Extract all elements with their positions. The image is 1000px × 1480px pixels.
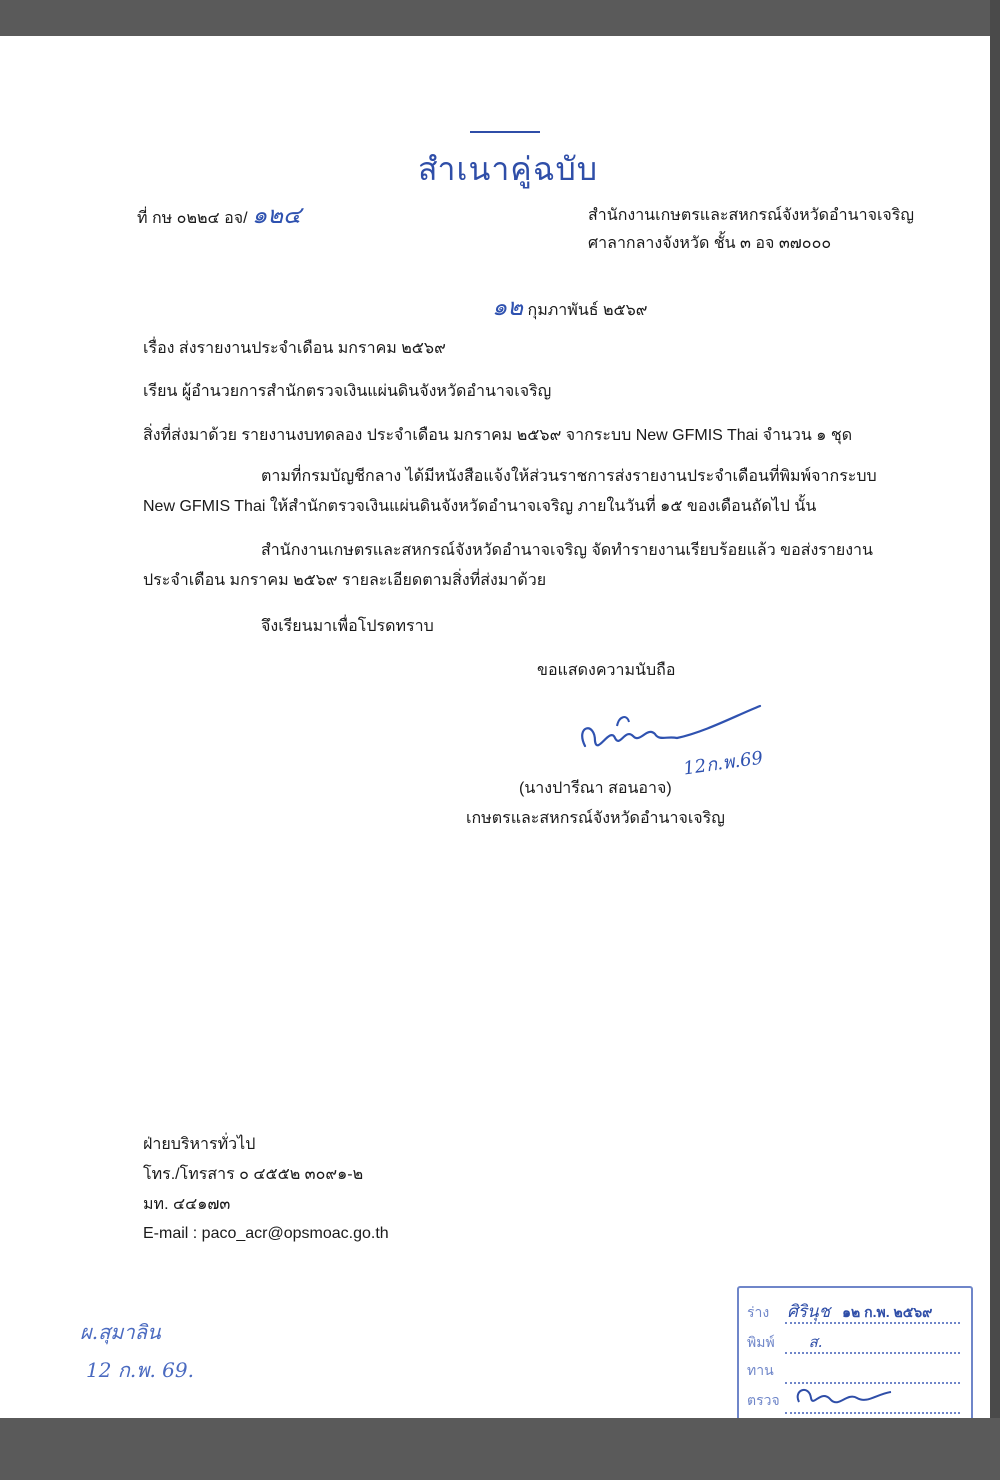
stamp-row-proofread — [747, 1360, 774, 1382]
stamp-row-draft — [747, 1298, 932, 1325]
stamp-draft-value: ศิรินุช — [787, 1302, 831, 1322]
processing-stamp — [737, 1286, 973, 1428]
subject-line: เรื่อง ส่งรายงานประจำเดือน มกราคม ๒๕๖๙ — [143, 340, 446, 357]
stamp-draft-date: ๑๒ ก.พ. ๒๕๖๙ — [842, 1304, 933, 1320]
stamp-checked-label: ตรวจ — [747, 1392, 780, 1408]
enclosure-line: สิ่งที่ส่งมาด้วย รายงานงบทดลอง ประจำเดือน มกราคม ๒๕๖๙ จากระบบ New GFMIS Thai จำนวน ๑ ชุด — [143, 427, 853, 444]
recipient-line: เรียน ผู้อำนวยการสำนักตรวจเงินแผ่นดินจังหวัดอำนาจเจริญ — [143, 383, 552, 400]
stamp-draft-label: ร่าง — [747, 1304, 770, 1320]
stamp-typed-label: พิมพ์ — [747, 1334, 775, 1350]
reference-handwritten: ๑๒๔ — [251, 201, 302, 229]
body-paragraph-2 — [143, 536, 913, 596]
stamp-typed-value: ส. — [808, 1333, 823, 1351]
body-paragraph-3: จึงเรียนมาเพื่อโปรดทราบ — [261, 618, 434, 635]
signer-title: เกษตรและสหกรณ์จังหวัดอำนาจเจริญ — [466, 810, 725, 827]
signer-name: (นางปารีณา สอนอาจ) — [519, 780, 672, 797]
body-paragraph-2-text: สำนักงานเกษตรและสหกรณ์จังหวัดอำนาจเจริญ จัดทำรายงานเรียบร้อยแล้ว ขอส่งรายงานประจำเดือน มกราคม ๒๕๖๙ รายละเอียดตามสิ่งที่ส่งมาด้วย — [143, 542, 873, 589]
date-month-year: กุมภาพันธ์ ๒๕๖๙ — [527, 302, 648, 319]
stamp-checked-signature — [791, 1380, 901, 1414]
date-day-handwritten: ๑๒ — [492, 293, 524, 321]
scan-border-bottom — [0, 1418, 1000, 1480]
stamp-dotted-line — [785, 1322, 960, 1324]
office-line-2: ศาลากลางจังหวัด ชั้น ๓ อจ ๓๗๐๐๐ — [588, 235, 832, 252]
footer-email: E-mail : paco_acr@opsmoac.go.th — [143, 1225, 389, 1242]
body-paragraph-1 — [143, 462, 913, 522]
handwritten-name: ผ.สุมาลิน — [80, 1320, 161, 1344]
scan-border-right — [990, 0, 1000, 1480]
scan-border-top — [0, 0, 1000, 36]
footer-internal-number: มท. ๔๔๑๗๓ — [143, 1196, 231, 1213]
closing-line: ขอแสดงความนับถือ — [537, 662, 676, 679]
stamp-row-checked — [747, 1390, 780, 1412]
footer-department: ฝ่ายบริหารทั่วไป — [143, 1136, 256, 1153]
copy-stamp: สำเนาคู่ฉบับ — [418, 150, 599, 188]
document-page — [0, 36, 990, 1418]
signature-date: 12ก.พ.69 — [682, 747, 765, 780]
body-paragraph-1-text: ตามที่กรมบัญชีกลาง ได้มีหนังสือแจ้งให้ส่วนราชการส่งรายงานประจำเดือนที่พิมพ์จากระบบ New GFMIS Thai ให้สำนักตรวจเงินแผ่นดินจังหวัดอำนาจเจริญ ภายในวันที่ ๑๕ ของเดือนถัดไป นั้น — [143, 468, 877, 515]
stamp-dotted-line — [785, 1352, 960, 1354]
stamp-proofread-label: ทาน — [747, 1362, 774, 1378]
reference-number — [137, 201, 302, 230]
reference-label: ที่ กษ ๐๒๒๔ อจ/ — [137, 210, 248, 227]
office-line-1: สำนักงานเกษตรและสหกรณ์จังหวัดอำนาจเจริญ — [588, 207, 915, 224]
stamp-row-typed — [747, 1330, 823, 1354]
letter-date — [492, 293, 648, 322]
handwritten-date: 12 ก.พ. 69. — [86, 1358, 194, 1382]
copy-stamp-underline — [470, 131, 540, 133]
footer-phone: โทร./โทรสาร ๐ ๔๕๕๒ ๓๐๙๑-๒ — [143, 1166, 364, 1183]
